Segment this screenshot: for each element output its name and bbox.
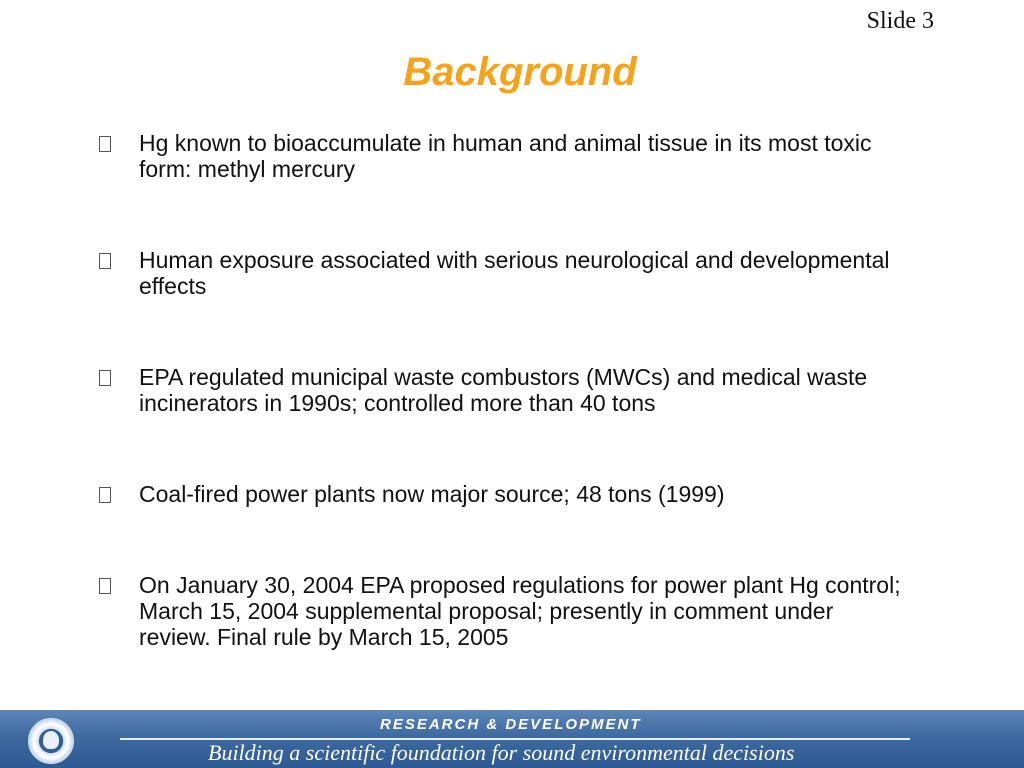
bullet-item	[95, 572, 905, 650]
bullet-item	[95, 247, 905, 299]
bullet-item	[95, 130, 905, 182]
bullet-item	[95, 364, 905, 416]
footer-tagline: Building a scientific foundation for sound environmental decisions	[208, 740, 795, 765]
bullet-text: Human exposure associated with serious neurological and developmental effects	[139, 247, 890, 299]
bullet-list	[95, 130, 905, 650]
bullet-text: EPA regulated municipal waste combustors (MWCs) and medical waste incinerators in 1990s; controlled more than 40 tons	[139, 364, 868, 416]
bullet-icon	[95, 572, 139, 598]
bullet-text: On January 30, 2004 EPA proposed regulations for power plant Hg control; March 15, 2004 supplemental proposal; presently in comment under review. Final rule by March 15, 2005	[139, 572, 901, 650]
bullet-item	[95, 481, 905, 507]
slide-title: Background	[403, 50, 637, 94]
epa-seal-icon	[28, 718, 74, 764]
bullet-text: Coal-fired power plants now major source; 48 tons (1999)	[139, 481, 725, 507]
footer-heading: RESEARCH & DEVELOPMENT	[380, 716, 642, 733]
footer-band	[0, 710, 1024, 768]
bullet-icon	[95, 364, 139, 390]
bullet-text: Hg known to bioaccumulate in human and animal tissue in its most toxic form: methyl mercury	[139, 130, 872, 182]
slide-number: Slide 3	[866, 8, 934, 34]
bullet-icon	[95, 481, 139, 507]
bullet-icon	[95, 130, 139, 156]
bullet-icon	[95, 247, 139, 273]
